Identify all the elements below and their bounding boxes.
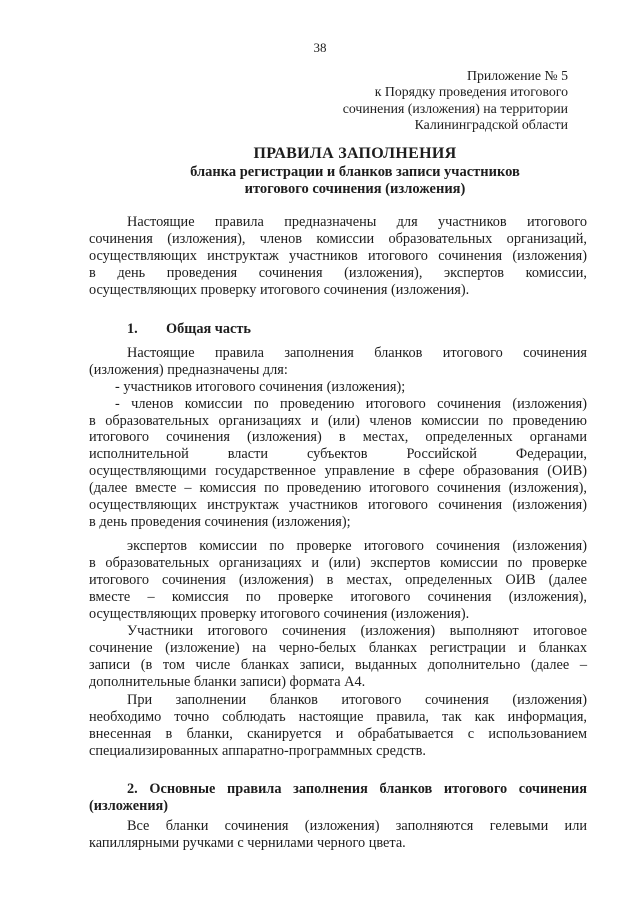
section-1-number: 1. bbox=[127, 321, 138, 337]
text-line: Настоящие правила предназначены для участников итогового bbox=[127, 214, 587, 230]
text-line: Участники итогового сочинения (изложения) выполняют итоговое bbox=[127, 623, 587, 639]
section-2-title-line bbox=[89, 781, 587, 798]
section-1-paragraph bbox=[89, 692, 587, 760]
text-line: осуществляющих проверку итогового сочинения (изложения). bbox=[89, 605, 470, 622]
text-line: внесенная в бланки, сканируется и обрабатывается с использованием bbox=[89, 725, 587, 742]
section-2-title-line: (изложения) bbox=[89, 797, 169, 814]
text-line: - членов комиссии по проведению итогового сочинения (изложения) bbox=[115, 395, 587, 412]
section-2-title: Основные правила заполнения бланков итогового сочинения bbox=[149, 781, 587, 797]
text-line: осуществляющих инструктаж участников итогового сочинения (изложения) bbox=[89, 497, 587, 514]
text-line: капиллярными ручками с чернилами черного цвета. bbox=[89, 834, 406, 851]
section-2-number: 2. bbox=[127, 781, 138, 797]
text-line: (далее вместе – комиссия по проведению итогового сочинения (изложения), bbox=[89, 480, 587, 497]
text-line: в образовательных организациях и (или) членов комиссии по проведению bbox=[89, 412, 587, 429]
section-1-title: Общая часть bbox=[166, 321, 251, 337]
text-line: итогового сочинения (изложения) в местах, определенных органами bbox=[89, 429, 587, 446]
text-line: итогового сочинения (изложения) в местах, определенных ОИВ (далее bbox=[89, 571, 587, 588]
text-line: Настоящие правила заполнения бланков итогового сочинения bbox=[127, 345, 587, 361]
text-line: осуществляющих проверку итогового сочинения (изложения). bbox=[89, 281, 470, 298]
text-line: вместе – комиссия по проверке итогового сочинения (изложения), bbox=[89, 588, 587, 605]
text-line: исполнительной власти субъектов Российской Федерации, bbox=[89, 446, 587, 463]
text-line: специализированных аппаратно-программных средств. bbox=[89, 742, 426, 759]
text-line: экспертов комиссии по проверке итогового сочинения (изложения) bbox=[127, 538, 587, 554]
text-line: При заполнении бланков итогового сочинения (изложения) bbox=[127, 692, 587, 708]
text-line: сочинения (изложения), членов комиссии образовательных организаций, bbox=[89, 230, 587, 247]
section-1-paragraph bbox=[89, 345, 587, 531]
document-title: ПРАВИЛА ЗАПОЛНЕНИЯ bbox=[253, 145, 457, 162]
text-line: осуществляющими государственное управление в сфере образования (ОИВ) bbox=[89, 463, 587, 480]
appendix-line: Калининградской области bbox=[414, 117, 568, 133]
page-number: 38 bbox=[313, 40, 327, 55]
section-1-paragraph bbox=[89, 538, 587, 622]
document-subtitle: итогового сочинения (изложения) bbox=[244, 181, 466, 197]
text-line: необходимо точно соблюдать настоящие правила, так как информация, bbox=[89, 708, 587, 725]
appendix-line: сочинения (изложения) на территории bbox=[342, 100, 568, 116]
text-line: - участников итогового сочинения (изложения); bbox=[115, 378, 406, 395]
section-2-paragraph bbox=[89, 818, 587, 852]
section-1-paragraph bbox=[89, 623, 587, 691]
text-line: в день проведения сочинения (изложения), экспертов комиссии, bbox=[89, 264, 587, 281]
appendix-header bbox=[308, 68, 568, 134]
section-2-heading bbox=[89, 781, 587, 815]
text-line: записи (в том числе бланках записи, выданных дополнительно (далее – bbox=[89, 656, 587, 673]
text-line: Все бланки сочинения (изложения) заполняются гелевыми или bbox=[127, 818, 587, 834]
appendix-line: к Порядку проведения итогового bbox=[374, 84, 568, 100]
text-line: в образовательных организациях и (или) экспертов комиссии по проверке bbox=[89, 554, 587, 571]
document-subtitle: бланка регистрации и бланков записи участников bbox=[190, 164, 520, 180]
text-line: осуществляющих инструктаж участников итогового сочинения (изложения) bbox=[89, 247, 587, 264]
text-line: дополнительные бланки записи) формата А4. bbox=[89, 673, 366, 690]
text-line: в день проведения сочинения (изложения); bbox=[89, 513, 351, 530]
text-line: (изложения) предназначены для: bbox=[89, 361, 288, 378]
text-line: сочинение (изложение) на черно-белых бланках регистрации и бланках bbox=[89, 639, 587, 656]
appendix-line: Приложение № 5 bbox=[466, 68, 568, 83]
intro-paragraph bbox=[89, 214, 587, 298]
